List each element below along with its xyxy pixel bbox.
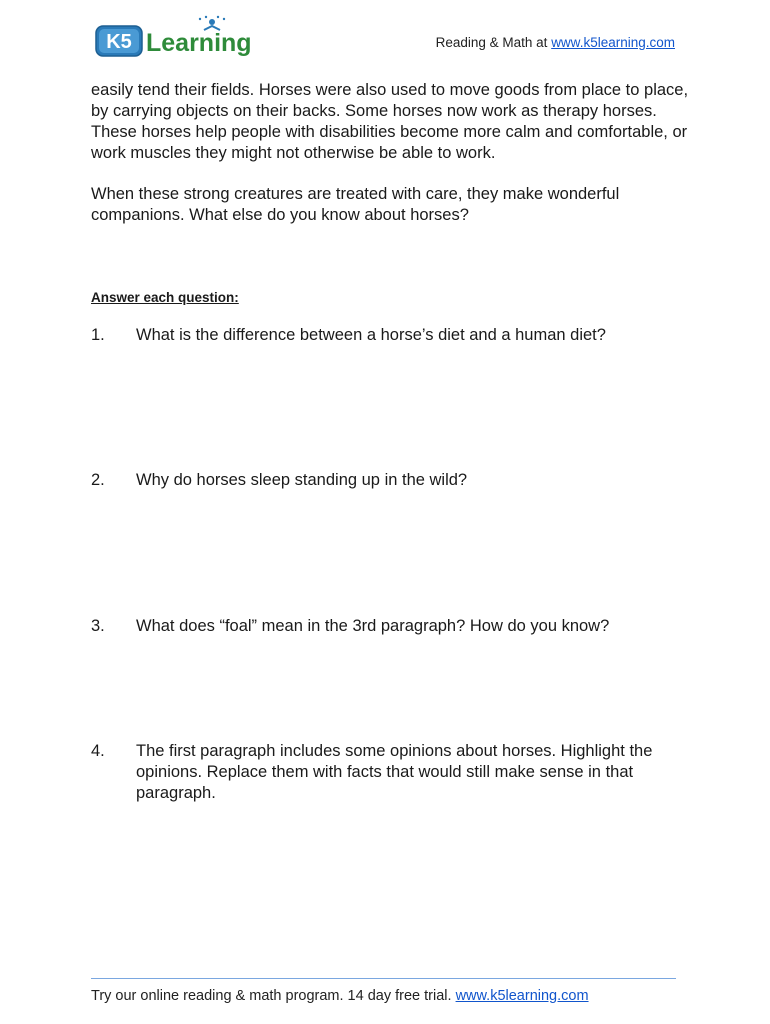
question-number: 2. <box>91 471 105 489</box>
question-text: What is the difference between a horse’s diet and a human diet? <box>136 326 606 344</box>
passage-paragraph: When these strong creatures are treated with care, they make wonderful companions. What else do you know about horses? <box>91 185 620 224</box>
header-tagline-prefix: Reading & Math at <box>435 35 552 50</box>
svg-text:K5: K5 <box>106 31 132 53</box>
logo-graphic <box>94 14 259 62</box>
passage-paragraph: easily tend their fields. Horses were also used to move goods from place to place, by carrying objects on their backs. Some horses now work as therapy horses. These horses help people with disabilities become more calm and comfortable, or work muscles they might not otherwise be able to work. <box>91 81 689 162</box>
footer-website-link[interactable]: www.k5learning.com <box>455 988 589 1004</box>
question-text: Why do horses sleep standing up in the wild? <box>136 471 468 489</box>
footer-text: Try our online reading & math program. 14 day free trial. <box>91 988 456 1004</box>
header-tagline <box>436 35 675 50</box>
footer-divider <box>91 978 676 979</box>
footer <box>91 988 589 1004</box>
k5-learning-logo <box>94 14 259 62</box>
question-item <box>91 616 681 637</box>
questions-heading: Answer each question: <box>91 290 239 305</box>
question-number: 1. <box>91 326 105 344</box>
question-item <box>91 470 681 491</box>
question-text: The first paragraph includes some opinions about horses. Highlight the opinions. Replace them with facts that would still make sense in that paragraph. <box>136 742 653 802</box>
header-website-link[interactable]: www.k5learning.com <box>551 35 675 50</box>
question-text: What does “foal” mean in the 3rd paragraph? How do you know? <box>136 617 610 635</box>
question-item <box>91 325 681 346</box>
question-item <box>91 741 681 804</box>
question-number: 4. <box>91 742 105 760</box>
passage <box>91 80 691 246</box>
svg-text:Learning: Learning <box>146 29 252 57</box>
question-number: 3. <box>91 617 105 635</box>
